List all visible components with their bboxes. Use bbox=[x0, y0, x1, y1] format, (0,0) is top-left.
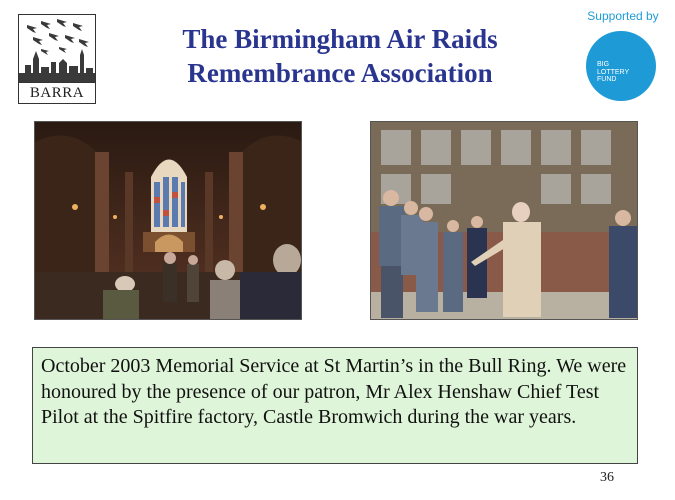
page-number: 36 bbox=[600, 470, 614, 485]
fund-line-3: FUND bbox=[597, 76, 617, 83]
church-interior-illustration bbox=[35, 122, 302, 320]
big-lottery-fund-logo bbox=[586, 31, 656, 101]
group-photo-illustration bbox=[371, 122, 638, 320]
logo-text: BARRA bbox=[19, 82, 95, 103]
barra-logo bbox=[18, 14, 96, 104]
aircraft-over-city-icon bbox=[19, 15, 95, 85]
title-line-2: Remembrance Association bbox=[187, 58, 493, 88]
supported-by-label: Supported by bbox=[587, 9, 659, 23]
fund-line-2: LOTTERY bbox=[597, 68, 630, 76]
memorial-group-photo bbox=[370, 121, 638, 320]
fund-line-1: BIG bbox=[597, 61, 610, 68]
lottery-fund-text bbox=[597, 61, 637, 84]
page-title bbox=[125, 22, 555, 90]
caption-box: October 2003 Memorial Service at St Martin’s in the Bull Ring. We were honoured by the presence of our patron, Mr Alex Henshaw Chief Test Pilot at the Spitfire factory, Castle Bromwich during the war years. bbox=[32, 347, 638, 464]
title-line-1: The Birmingham Air Raids bbox=[182, 24, 498, 54]
church-interior-photo bbox=[34, 121, 302, 320]
